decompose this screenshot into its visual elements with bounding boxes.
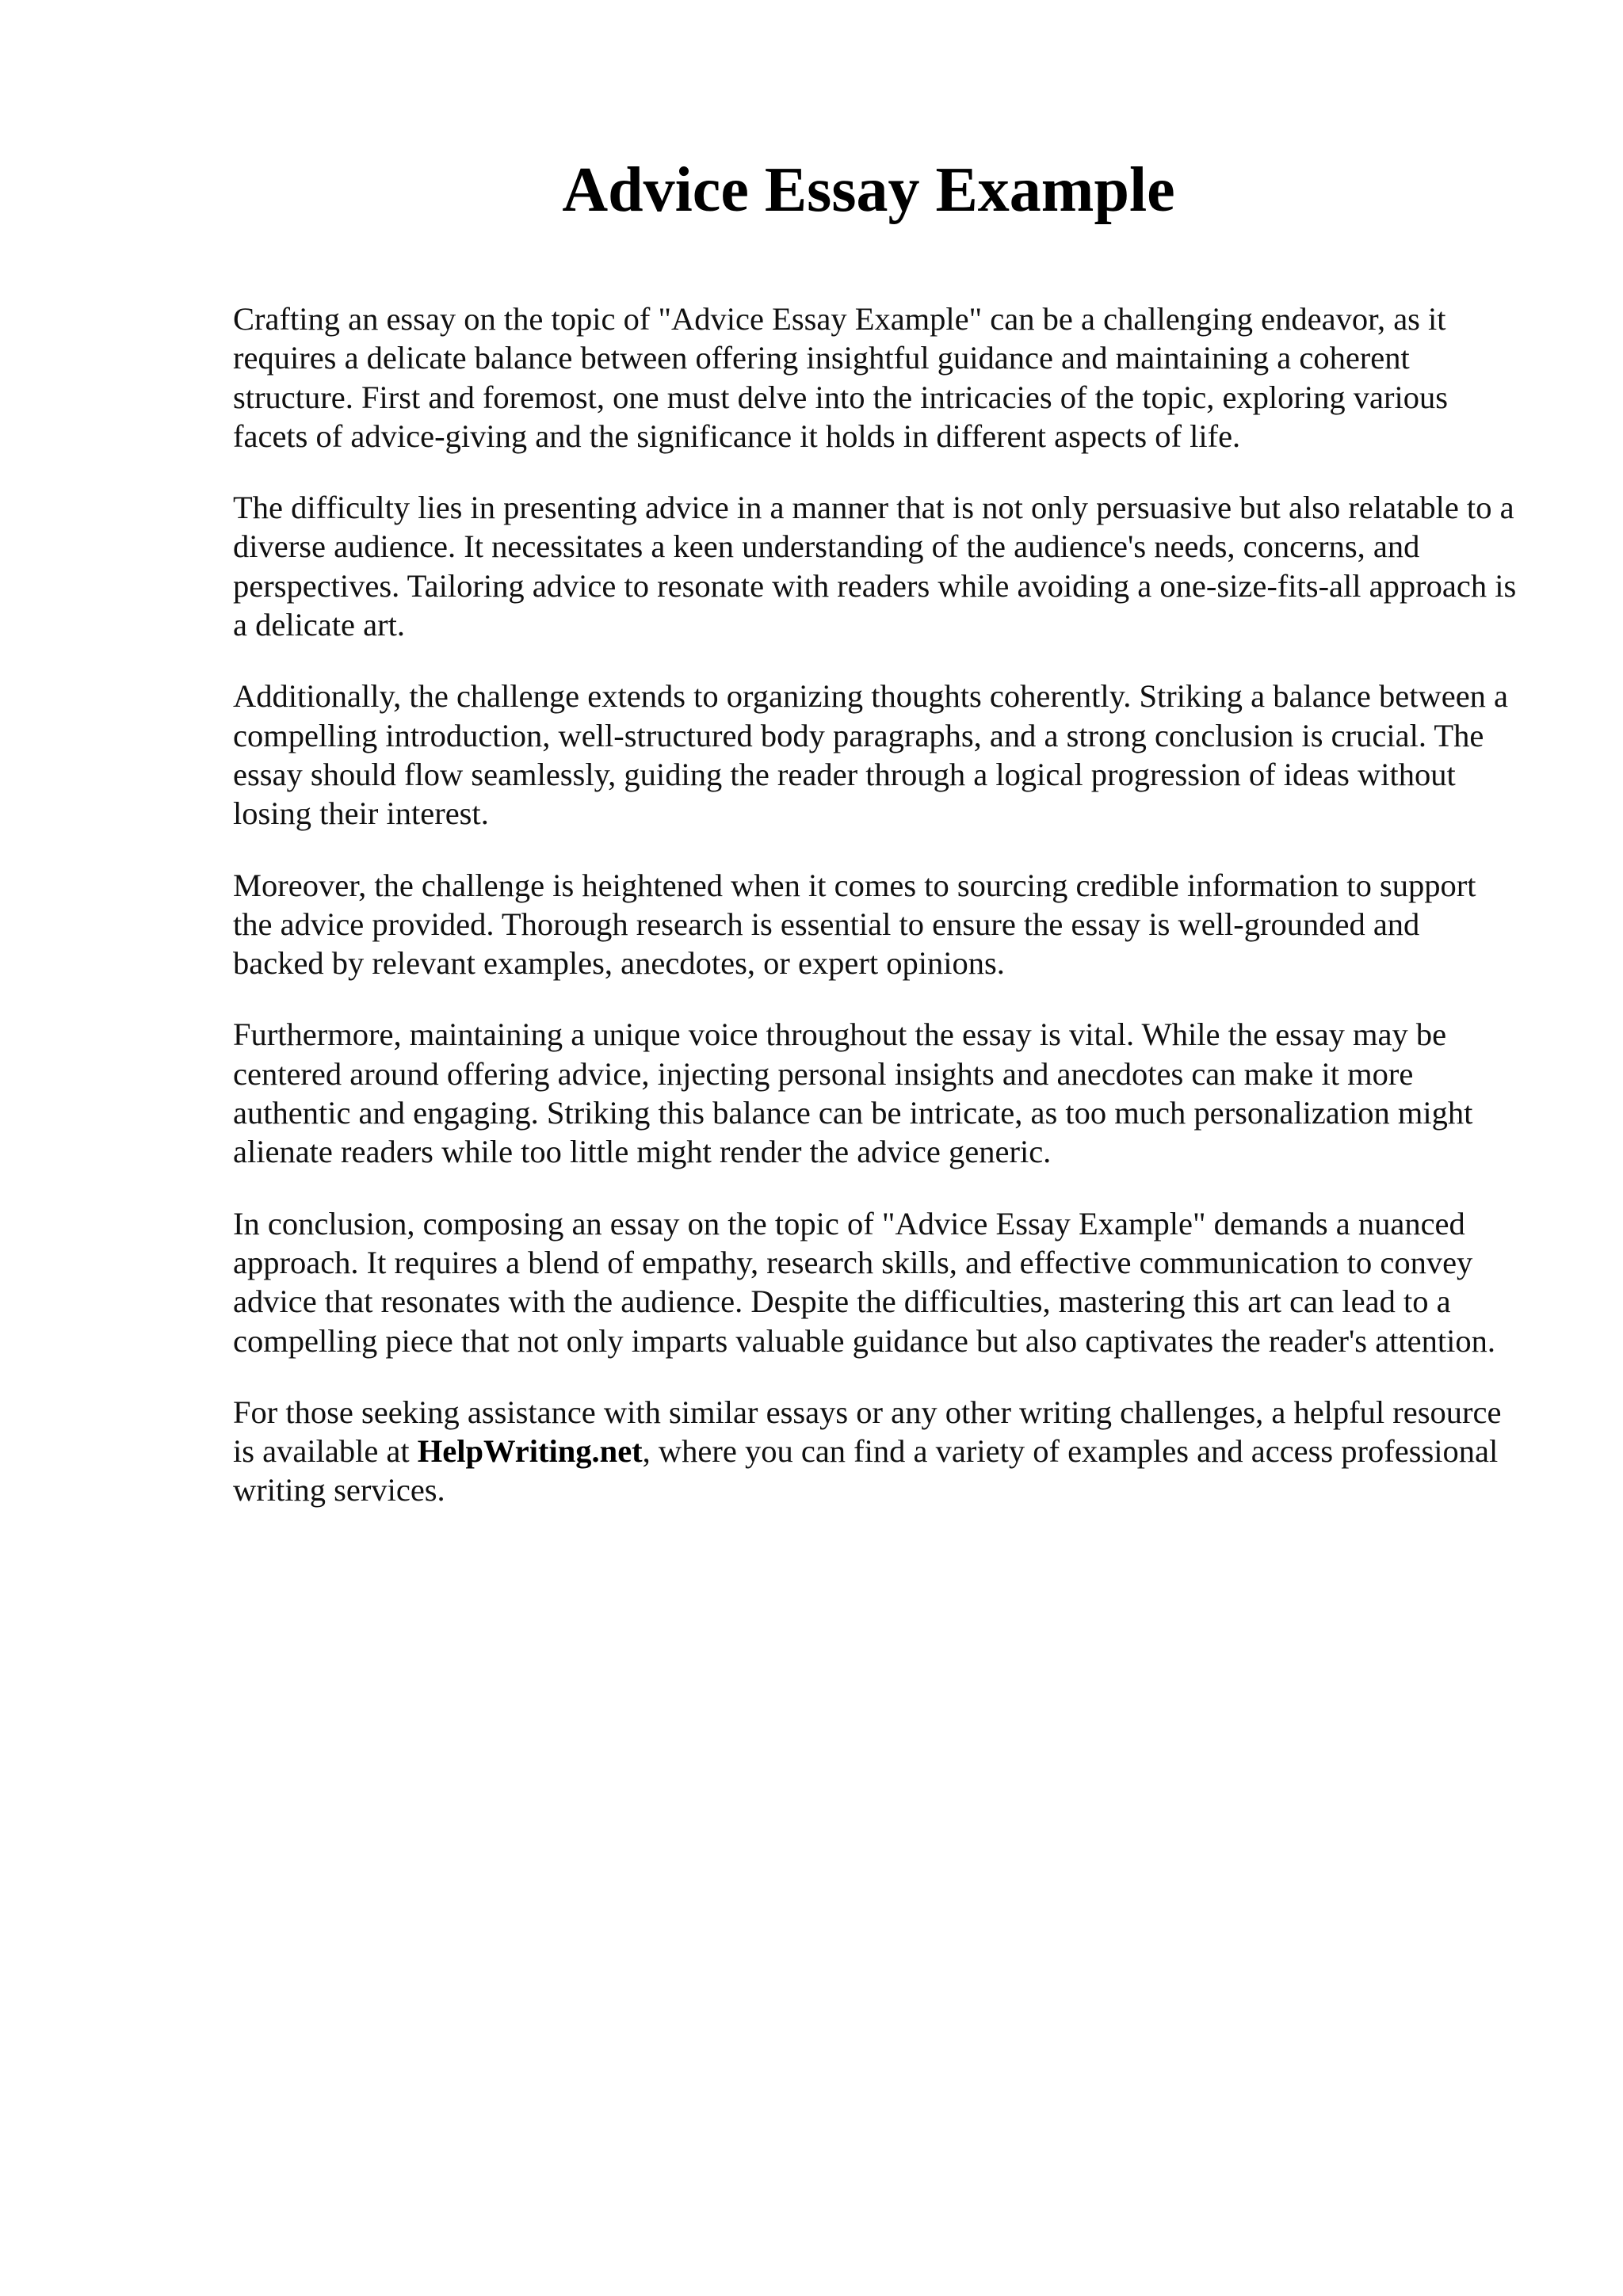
document-title: Advice Essay Example [562, 155, 1175, 225]
document-body [233, 299, 1517, 1510]
paragraph-2: The difficulty lies in presenting advice in a manner that is not only persuasive but also relatable to a diverse audience. It necessitates a keen understanding of the audience's needs, concerns, and perspectives. Tailoring advice to resonate with readers while avoiding a one-size-fits-all approach is a delicate art. [233, 490, 1517, 643]
paragraph-1: Crafting an essay on the topic of "Advice Essay Example" can be a challenging endeavor, as it requires a delicate balance between offering insightful guidance and maintaining a coherent structure. First and foremost, one must delve into the intricacies of the topic, exploring various facets of advice-giving and the significance it holds in different aspects of life. [233, 301, 1449, 454]
helpwriting-link[interactable]: HelpWriting.net [417, 1433, 643, 1470]
paragraph-6: In conclusion, composing an essay on the topic of "Advice Essay Example" demands a nuanced approach. It requires a blend of empathy, research skills, and effective communication to convey advice that resonates with the audience. Despite the difficulties, mastering this art can lead to a compelling piece that not only imparts valuable guidance but also captivates the reader's attention. [233, 1205, 1496, 1359]
paragraph-7-text-after-link: , where you can find a variety of examples and access professional writing services. [233, 1433, 1499, 1508]
paragraph-3: Additionally, the challenge extends to organizing thoughts coherently. Striking a balance between a compelling introduction, well-structured body paragraphs, and a strong conclusion is crucial. The essay should flow seamlessly, guiding the reader through a logical progression of ideas without losing their interest. [233, 678, 1509, 832]
paragraph-5: Furthermore, maintaining a unique voice throughout the essay is vital. While the essay may be centered around offering advice, injecting personal insights and anecdotes can make it more authentic and engaging. Striking this balance can be intricate, as too much personalization might alienate readers while too little might render the advice generic. [233, 1016, 1473, 1170]
paragraph-4: Moreover, the challenge is heightened when it comes to sourcing credible information to support the advice provided. Thorough research is essential to ensure the essay is well-grounded and backed by relevant examples, anecdotes, or expert opinions. [233, 867, 1476, 982]
paragraph-7 [233, 1393, 1517, 1510]
paragraph-7-text-before-link: For those seeking assistance with similar essays or any other writing challenges, a helpful resource is available at [233, 1394, 1502, 1470]
